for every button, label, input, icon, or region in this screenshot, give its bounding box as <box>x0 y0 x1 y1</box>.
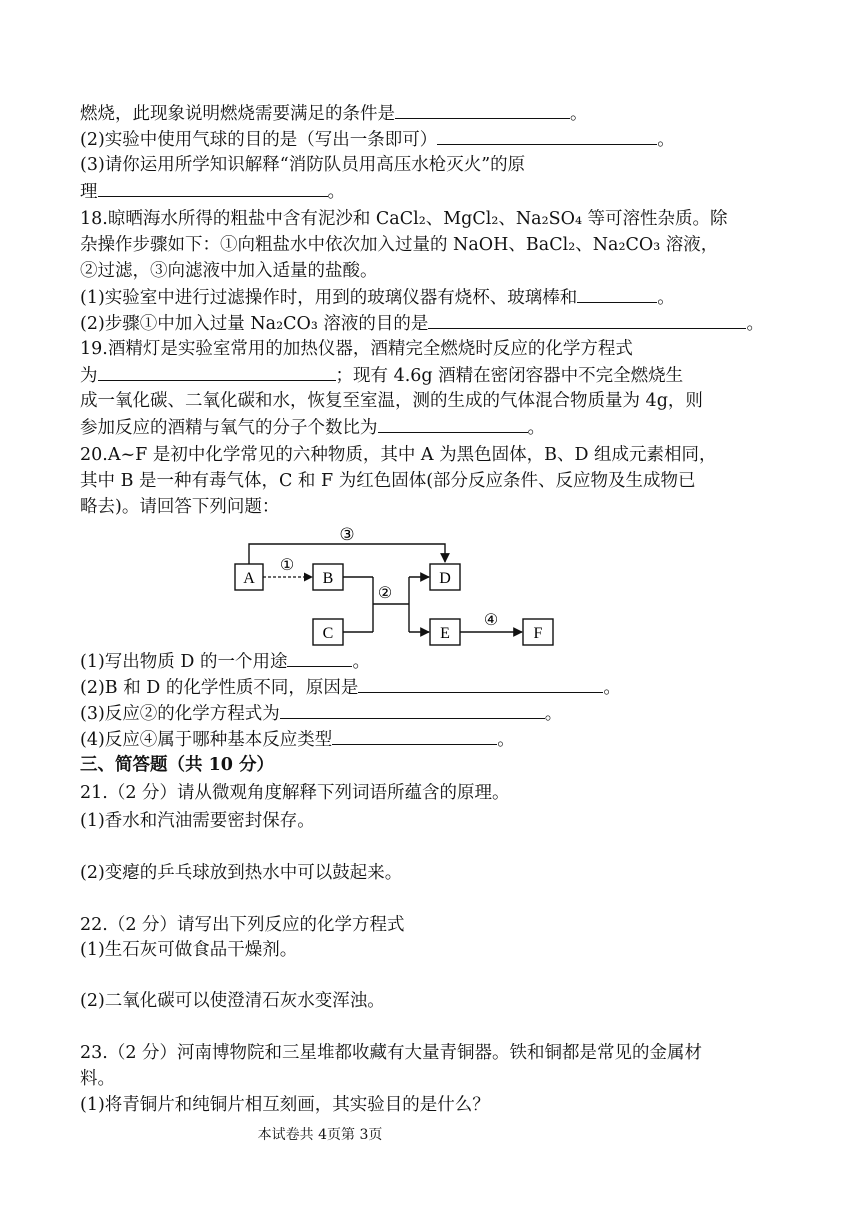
answer-blank[interactable] <box>98 178 328 197</box>
question-17-3-cont: 理 。 <box>80 178 345 205</box>
question-23-line-2: 料。 <box>80 1069 115 1089</box>
arrow-label-1: ① <box>279 557 295 574</box>
answer-blank[interactable] <box>577 284 657 303</box>
arrow-label-2: ② <box>377 585 393 602</box>
node-C-label: C <box>322 625 334 642</box>
question-22-1: (1)生石灰可做食品干燥剂。 <box>80 940 298 960</box>
question-18-2: (2)步骤①中加入过量 Na₂CO₃ 溶液的目的是 。 <box>80 310 764 337</box>
question-19-line-3: 成一氧化碳、二氧化碳和水，恢复至室温，测的生成的气体混合物质量为 4g，则 <box>80 391 703 411</box>
answer-blank[interactable] <box>395 100 570 119</box>
question-23-1: (1)将青铜片和纯铜片相互刻画，其实验目的是什么？ <box>80 1095 490 1115</box>
question-22-2: (2)二氧化碳可以使澄清石灰水变浑浊。 <box>80 991 385 1011</box>
node-B-label: B <box>322 570 334 587</box>
question-22: 22.（2 分）请写出下列反应的化学方程式 <box>80 915 405 935</box>
question-20-3: (3)反应②的化学方程式为 。 <box>80 700 562 727</box>
question-17-3: (3)请你运用所学知识解释“消防队员用高压水枪灭火”的原 <box>80 155 526 175</box>
question-20-line-1: 20.A~F 是初中化学常见的六种物质，其中 A 为黑色固体，B、D 组成元素相同， <box>80 445 717 465</box>
question-18-1: (1)实验室中进行过滤操作时，用到的玻璃仪器有烧杯、玻璃棒和 。 <box>80 284 675 311</box>
question-18-line-1: 18.晾晒海水所得的粗盐中含有泥沙和 CaCl₂、MgCl₂、Na₂SO₄ 等可溶性杂质。除 <box>80 209 728 229</box>
question-17-line-1: 燃烧，此现象说明燃烧需要满足的条件是 。 <box>80 100 588 127</box>
question-18-line-3: ②过滤，③向滤液中加入适量的盐酸。 <box>80 261 378 281</box>
question-20-line-2: 其中 B 是一种有毒气体，C 和 F 为红色固体(部分反应条件、反应物及生成物已 <box>80 471 696 491</box>
question-19-line-2: 为 ；现有 4.6g 酒精在密闭容器中不完全燃烧生 <box>80 362 683 389</box>
reaction-diagram <box>225 522 565 650</box>
question-21: 21.（2 分）请从微观角度解释下列词语所蕴含的原理。 <box>80 783 510 803</box>
answer-blank[interactable] <box>287 648 352 667</box>
answer-blank[interactable] <box>98 362 336 381</box>
question-18-line-2: 杂操作步骤如下：①向粗盐水中依次加入过量的 NaOH、BaCl₂、Na₂CO₃ 溶液， <box>80 235 719 255</box>
question-21-1: (1)香水和汽油需要密封保存。 <box>80 811 315 831</box>
question-19-line-1: 19.酒精灯是实验室常用的加热仪器，酒精完全燃烧时反应的化学方程式 <box>80 339 633 359</box>
question-20-1: (1)写出物质 D 的一个用途 。 <box>80 648 370 675</box>
answer-blank[interactable] <box>280 700 545 719</box>
question-21-2: (2)变瘪的乒乓球放到热水中可以鼓起来。 <box>80 863 403 883</box>
answer-blank[interactable] <box>437 126 657 145</box>
answer-blank[interactable] <box>358 674 603 693</box>
question-20-2: (2)B 和 D 的化学性质不同，原因是 。 <box>80 674 621 701</box>
question-23-line-1: 23.（2 分）河南博物院和三星堆都收藏有大量青铜器。铁和铜都是常见的金属材 <box>80 1043 703 1063</box>
node-E-label: E <box>440 625 450 642</box>
answer-blank[interactable] <box>428 310 746 329</box>
question-20-4: (4)反应④属于哪种基本反应类型 。 <box>80 726 515 753</box>
answer-blank[interactable] <box>332 726 497 745</box>
arrow-label-4: ④ <box>483 612 499 629</box>
node-F-label: F <box>533 625 543 642</box>
section-heading: 三、简答题（共 10 分） <box>80 755 275 775</box>
arrow-label-3: ③ <box>339 525 355 544</box>
answer-blank[interactable] <box>378 414 528 433</box>
node-A-label: A <box>243 570 255 587</box>
question-19-line-4: 参加反应的酒精与氧气的分子个数比为 。 <box>80 414 545 441</box>
node-D-label: D <box>439 570 451 587</box>
question-20-line-3: 略去)。请回答下列问题： <box>80 497 280 517</box>
page-footer: 本试卷共 4页第 3页 <box>257 1127 383 1143</box>
question-17-2: (2)实验中使用气球的目的是（写出一条即可） 。 <box>80 126 675 153</box>
